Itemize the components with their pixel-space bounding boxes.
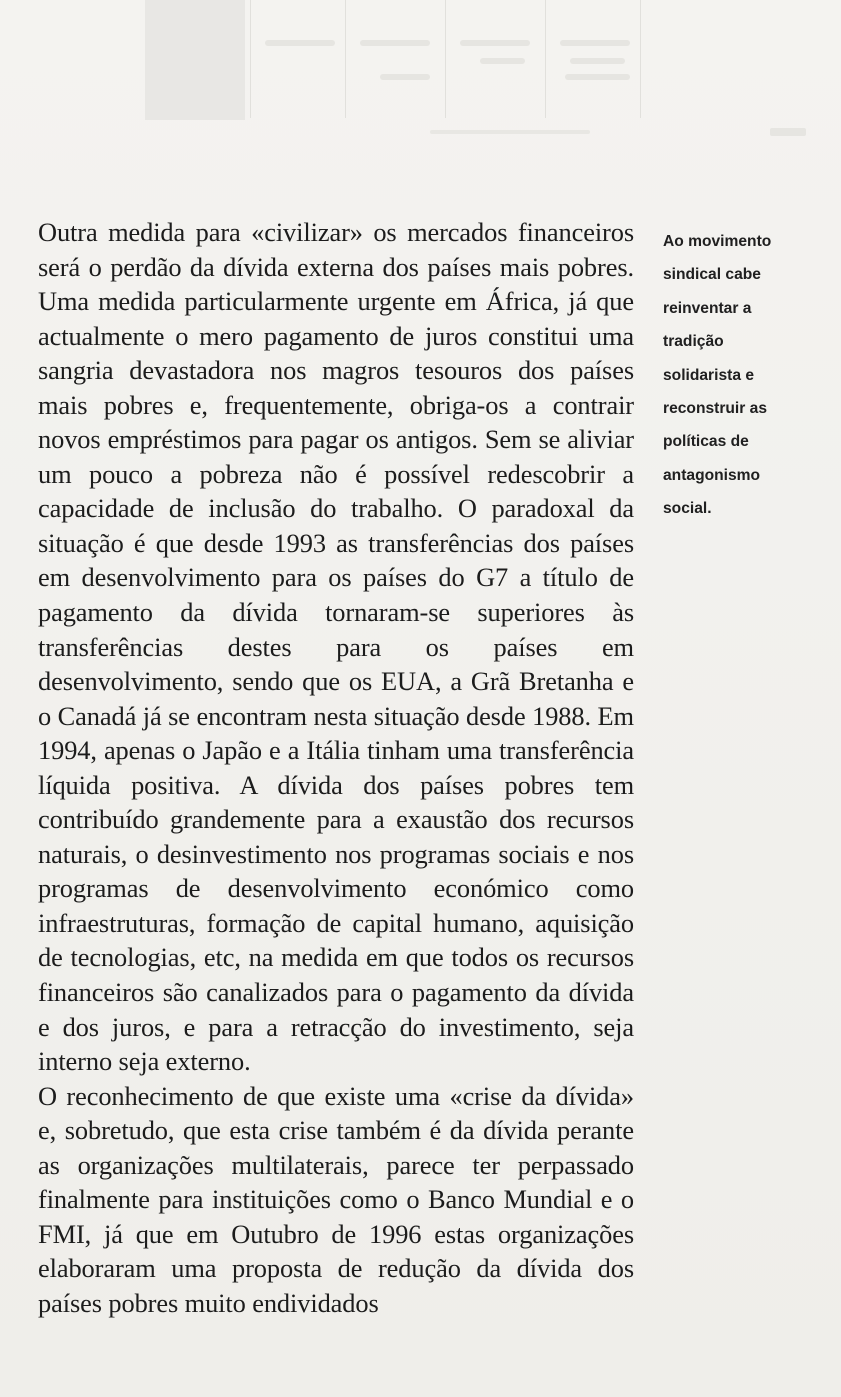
show-through-block: [145, 0, 245, 120]
show-through-text: [460, 40, 530, 46]
reverse-page-show-through: [0, 0, 841, 150]
show-through-text: [480, 58, 525, 64]
show-through-text: [565, 74, 630, 80]
body-text-column: [38, 215, 634, 1321]
body-paragraph: O reconhecimento de que existe uma «crise da dívida» e, sobretudo, que esta crise também é da dívida perante as organizações multilaterais, parece ter perpassado finalmente para instituições como o Banco Mundial e o FMI, já que em Outubro de 1996 estas organizações elaboraram uma proposta de redução da dívida dos países pobres muito endividados: [38, 1080, 634, 1318]
show-through-text: [380, 74, 430, 80]
show-through-column-rule: [250, 0, 251, 118]
show-through-column-rule: [640, 0, 641, 118]
show-through-text: [570, 58, 625, 64]
show-through-page-mark: [770, 128, 806, 136]
show-through-column-rule: [345, 0, 346, 118]
show-through-footer-line: [430, 130, 590, 134]
show-through-text: [560, 40, 630, 46]
body-paragraph: Outra medida para «civilizar» os mercados financeiros será o perdão da dívida externa dos países mais pobres. Uma medida particularmente urgente em África, já que actualmente o mero pagamento de juros constitui uma sangria devastadora nos magros tesouros dos países mais pobres e, frequentemente, obriga-os a contrair novos empréstimos para pagar os antigos. Sem se aliviar um pouco a pobreza não é possível redescobrir a capacidade de inclusão do trabalho. O paradoxal da situação é que desde 1993 as transferências dos países em desenvolvimento para os países do G7 a título de pagamento da dívida tornaram-se superiores às transferências destes para os países em desenvolvimento, sendo que os EUA, a Grã Bretanha e o Canadá já se encontram nesta situação desde 1988. Em 1994, apenas o Japão e a Itália tinham uma transferência líquida positiva. A dívida dos países pobres tem contribuído grandemente para a exaustão dos recursos naturais, o desinvestimento nos programas sociais e nos programas de desenvolvimento económico como infraestruturas, formação de capital humano, aquisição de tecnologias, etc, na medida em que todos os recursos financeiros são canalizados para o pagamento da dívida e dos juros, e para a retracção do investimento, seja interno seja externo.: [38, 217, 634, 1077]
sidebar-pull-quote: Ao movimento sindical cabe reinventar a tradição solidarista e reconstruir as políticas de antagonismo social.: [663, 233, 772, 518]
show-through-column-rule: [545, 0, 546, 118]
show-through-text: [265, 40, 335, 46]
show-through-column-rule: [445, 0, 446, 118]
show-through-text: [360, 40, 430, 46]
